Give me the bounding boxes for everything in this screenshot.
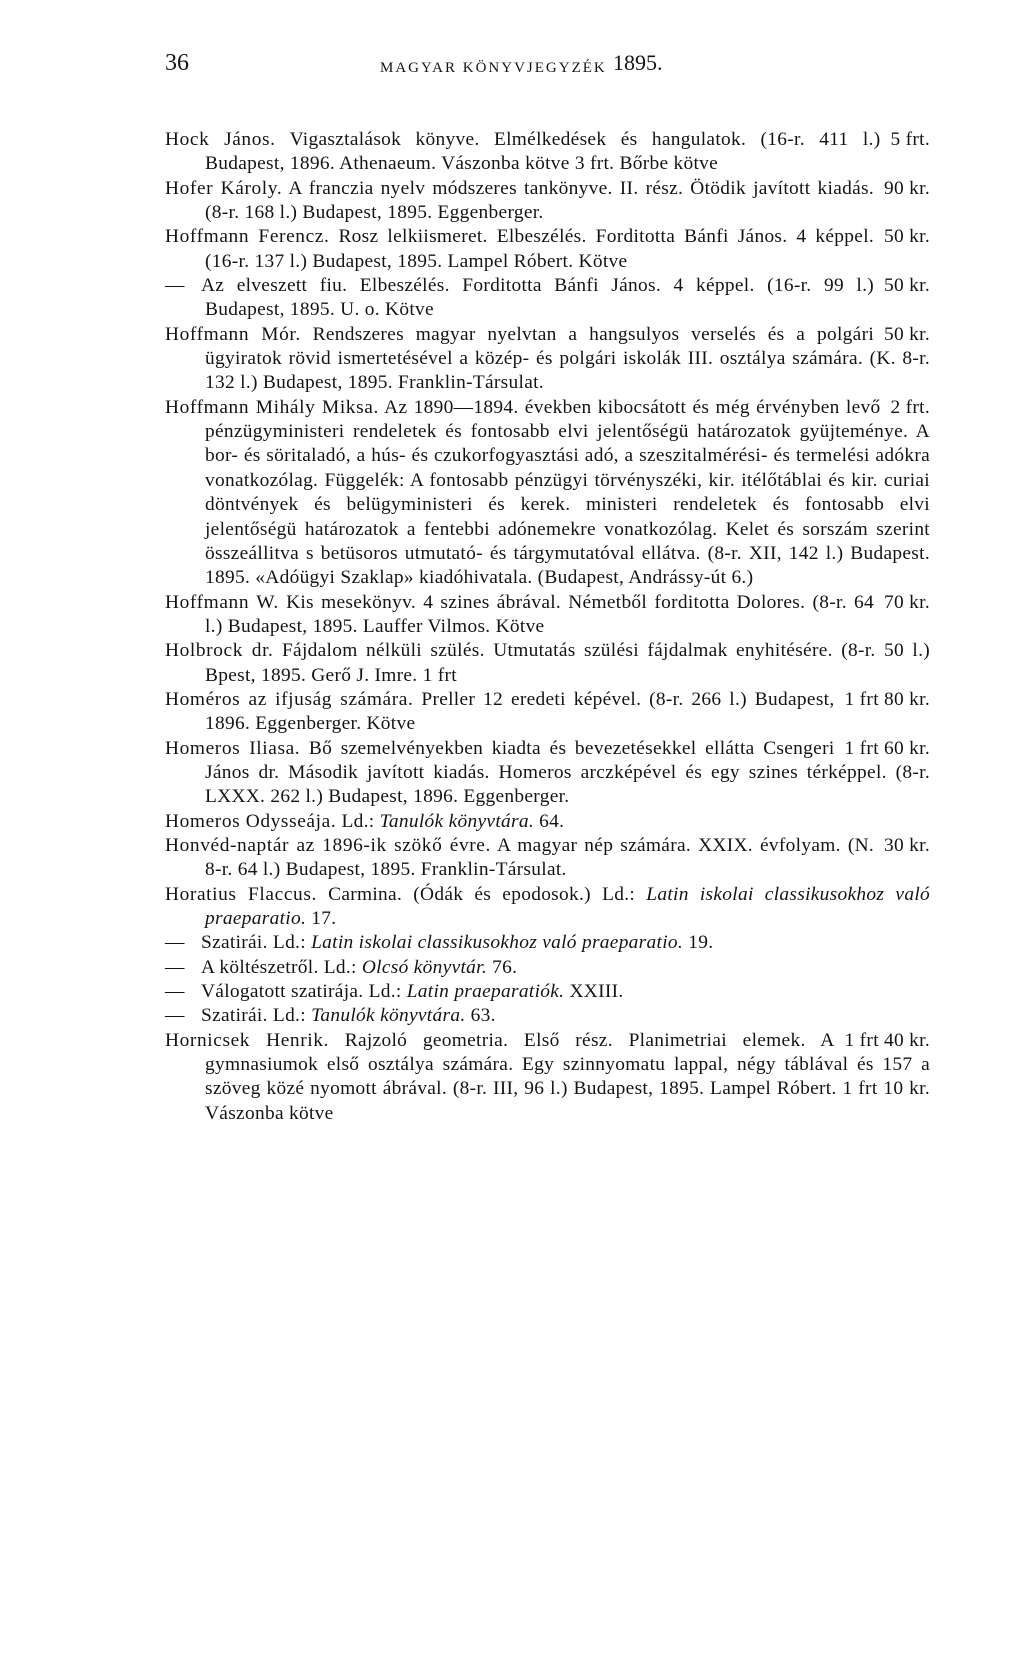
bibliography-entry <box>165 737 930 810</box>
bibliography-entry <box>165 810 930 834</box>
entry-author: Hoffmann W. <box>165 591 279 613</box>
bibliography-entry <box>165 323 930 396</box>
entry-text: Rendszeres magyar nyelvtan a hangsulyos verselés és a polgári ügyiratok rövid ismertetésével a közép- és polgári iskolák III. osztálya számára. (K. 8-r. 132 l.) Budapest, 1895. Franklin-Társulat. <box>205 323 930 394</box>
entry-author: Hoffmann Ferencz. <box>165 226 330 248</box>
bibliography-entry <box>165 177 930 226</box>
entry-price: 1 frt 60 kr. <box>844 737 930 759</box>
running-year: 1895. <box>613 50 663 75</box>
entry-author: Homéros az ifjuság számára. <box>165 688 414 710</box>
running-title: MAGYAR KÖNYVJEGYZÉK <box>380 60 607 76</box>
entry-series: Tanulók könyvtára. <box>379 810 534 832</box>
entry-text: Kis mesekönyv. 4 szines ábrával. Németből forditotta Dolores. (8-r. 64 l.) Budapest, 1895. Lauffer Vilmos. Kötve <box>205 591 875 637</box>
entry-price: 90 kr. <box>884 177 930 199</box>
entry-text: Az 1890—1894. években kibocsátott és még érvényben levő pénzügyministeri rendeletek és fontosabb elvi jelentőségü határozatok gyüjteménye. A bor- és söritaladó, a hús- és czukorfogyasztási adó, a szeszitalmérési- és termelési adókra vonatkozólag. Függelék: A fontosabb pénzügyi törvényszéki, kir. itélőtáblai és kir. curiai döntvények és belügyministeri és kerek. ministeri rendeletek és fontosabb elvi jelentőségü határozatok a fentebbi adónemekre vonatkozólag. Kelet és sorszám szerint összeállitva s betüsoros utmutató- és tárgymutatóval ellátva. (8-r. XII, 142 l.) Budapest. 1895. «Adóügyi Szaklap» kiadóhivatala. (Budapest, Andrássy-út 6.) <box>205 396 930 589</box>
entry-text: Válogatott szatirája. Ld.: <box>201 981 402 1003</box>
bibliography-list <box>165 128 930 1126</box>
entry-author: Homeros Iliasa. <box>165 737 301 759</box>
entry-series-number: 76. <box>492 956 518 978</box>
entry-series-number: 64. <box>539 810 565 832</box>
entry-series: Latin iskolai classikusokhoz való praeparatio. <box>205 883 931 929</box>
bibliography-entry <box>165 591 930 640</box>
entry-price: 30 kr. <box>884 834 930 856</box>
entry-text: Rosz lelkiismeret. Elbeszélés. Forditotta Bánfi János. 4 képpel. (16-r. 137 l.) Budapest, 1895. Lampel Róbert. Kötve <box>205 226 875 272</box>
entry-author: Hoffmann Mihály Miksa. <box>165 396 379 418</box>
bibliography-entry <box>165 883 930 932</box>
ditto-dash: — <box>165 956 185 978</box>
entry-series: Tanulók könyvtára. <box>311 1005 466 1027</box>
entry-series: Latin praeparatiók. <box>406 981 565 1003</box>
entry-author: Hornicsek Henrik. <box>165 1029 329 1051</box>
bibliography-entry <box>165 956 930 980</box>
entry-author: Hock János. <box>165 129 276 150</box>
bibliography-entry <box>165 639 930 688</box>
ditto-dash: — <box>165 932 185 954</box>
entry-text: A magyar nép számára. XXIX. évfolyam. (N. 8-r. 64 l.) Budapest, 1895. Franklin-Társulat. <box>205 834 875 881</box>
ditto-dash: — <box>165 981 185 1003</box>
entry-series: Olcsó könyvtár. <box>361 956 487 978</box>
entry-author: Homeros Odysseája. <box>165 810 337 832</box>
bibliography-entry <box>165 274 930 323</box>
entry-series-number: 17. <box>311 908 337 929</box>
entry-series-number: 63. <box>470 1005 496 1027</box>
entry-author: Honvéd-naptár az 1896-ik szökő évre. <box>165 834 491 856</box>
entry-author: Hoffmann Mór. <box>165 323 301 345</box>
entry-text: Preller 12 eredeti képével. (8-r. 266 l.) Budapest, 1896. Eggenberger. Kötve <box>205 688 835 735</box>
bibliography-entry <box>165 834 930 883</box>
entry-series-number: XXIII. <box>569 981 624 1003</box>
entry-author: Holbrock dr. <box>165 640 274 662</box>
bibliography-entry <box>165 931 930 955</box>
entry-price: 50 kr. <box>884 323 930 345</box>
bibliography-entry <box>165 396 930 591</box>
entry-series: Latin iskolai classikusokhoz való praeparatio. <box>311 932 684 954</box>
entry-price: 5 frt. <box>890 129 930 150</box>
bibliography-entry <box>165 225 930 274</box>
entry-price: 1 frt 80 kr. <box>844 688 930 710</box>
entry-author: Hofer Károly. <box>165 177 283 199</box>
entry-text: A költészetről. Ld.: <box>201 956 357 978</box>
entry-text: Szatirái. Ld.: <box>201 1005 306 1027</box>
entry-text: Ld.: <box>341 810 375 832</box>
ditto-dash: — <box>165 1005 185 1027</box>
entry-text: Az elveszett fiu. Elbeszélés. Forditotta Bánfi János. 4 képpel. (16-r. 99 l.) Budapest, 1895. U. o. Kötve <box>201 275 875 321</box>
entry-price: 50 kr. <box>884 275 930 297</box>
bibliography-entry <box>165 980 930 1004</box>
entry-text: A franczia nyelv módszeres tankönyve. II. rész. Ötödik javított kiadás. (8-r. 168 l.) Budapest, 1895. Eggenberger. <box>205 177 875 224</box>
bibliography-entry <box>165 1004 930 1028</box>
entry-text: Fájdalom nélküli szülés. Utmutatás szülési fájdalmak enyhitésére. (8-r. 50 l.) Bpest, 1895. Gerő J. Imre. 1 frt <box>205 640 930 686</box>
entry-text: Bő szemelvényekben kiadta és bevezetésekkel ellátta Csengeri János dr. Második javított kiadás. Homeros arczképével és egy szines térképpel. (8-r. LXXX. 262 l.) Budapest, 1896. Eggenberger. <box>205 737 930 808</box>
ditto-dash: — <box>165 275 185 297</box>
entry-series-number: 19. <box>688 932 714 954</box>
entry-text: Vigasztalások könyve. Elmélkedések és hangulatok. (16-r. 411 l.) Budapest, 1896. Athenaeum. Vászonba kötve 3 frt. Bőrbe kötve <box>205 129 881 175</box>
entry-text: Rajzoló geometria. Első rész. Planimetriai elemek. A gymnasiumok első osztálya számára. Egy szinnyomatu lappal, négy táblával és 157 a szöveg közé nyomott ábrával. (8-r. III, 96 l.) Budapest, 1895. Lampel Róbert. 1 frt 10 kr. Vászonba kötve <box>205 1029 930 1124</box>
entry-price: 2 frt. <box>890 396 930 418</box>
entry-price: 50 kr. <box>884 226 930 248</box>
entry-price: 1 frt 40 kr. <box>844 1029 930 1051</box>
entry-text: Szatirái. Ld.: <box>201 932 306 954</box>
entry-price: 70 kr. <box>884 591 930 613</box>
page-number: 36 <box>165 50 189 76</box>
bibliography-entry <box>165 1029 930 1126</box>
bibliography-entry <box>165 128 930 177</box>
bibliography-entry <box>165 688 930 737</box>
entry-text: Carmina. (Ódák és epodosok.) Ld.: <box>328 883 636 905</box>
entry-author: Horatius Flaccus. <box>165 883 317 905</box>
